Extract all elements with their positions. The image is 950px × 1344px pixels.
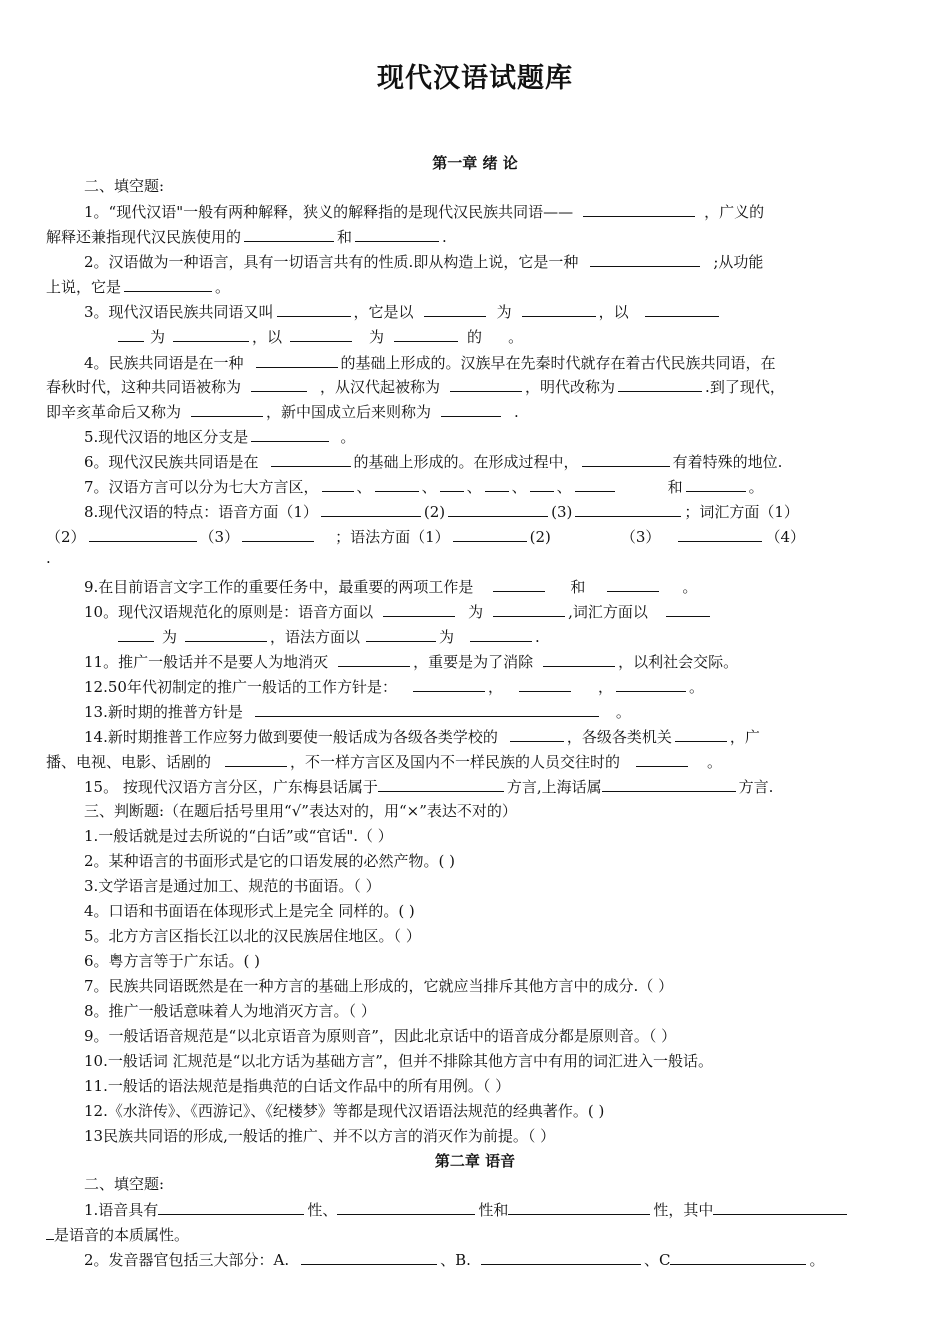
blank[interactable] bbox=[493, 576, 545, 592]
blank[interactable] bbox=[602, 776, 736, 792]
blank[interactable] bbox=[255, 701, 599, 717]
blank[interactable] bbox=[191, 401, 263, 417]
blank[interactable] bbox=[338, 651, 410, 667]
blank[interactable] bbox=[543, 651, 615, 667]
blank[interactable] bbox=[394, 326, 458, 342]
blank[interactable] bbox=[530, 476, 554, 492]
ch2-q1-line2: 是语音的本质属性。 bbox=[46, 1224, 189, 1245]
blank[interactable] bbox=[375, 476, 419, 492]
ch1-judge-10: 10.一般话词 汇规范是“以北方话为基础方言”，但并不排除其他方言中有用的词汇进入一般话。 bbox=[84, 1052, 713, 1070]
ch2-q2: 2。发音器官包括三大部分：A. 、B. 、C 。 bbox=[84, 1251, 825, 1269]
ch1-q1-line1: 1。“现代汉语"一般有两种解释，狭义的解释指的是现代汉民族共同语—— ，广义的 bbox=[84, 203, 765, 221]
ch1-q6: 6。现代汉民族共同语是在 的基础上形成的。在形成过程中， 有着特殊的地位. bbox=[84, 453, 783, 471]
ch1-q10-line2: 为 ，语法方面以 为 . bbox=[118, 626, 540, 647]
ch1-judge-8: 8。推广一般话意味着人为地消灭方言。（ ） bbox=[84, 1002, 376, 1020]
blank[interactable] bbox=[46, 1224, 54, 1240]
blank[interactable] bbox=[448, 501, 548, 517]
blank[interactable] bbox=[290, 326, 352, 342]
ch1-q14-line1: 14.新时期推普工作应努力做到要使一般话成为各级各类学校的 ，各级各类机关 ，广 bbox=[84, 728, 760, 746]
ch1-q12: 12.50年代初制定的推广一般话的工作方针是： ， ， 。 bbox=[84, 678, 704, 696]
ch1-q1-line2: 解释还兼指现代汉民族使用的 和 . bbox=[46, 228, 447, 246]
blank[interactable] bbox=[301, 1249, 437, 1265]
ch1-q15: 15。 按现代汉语方言分区，广东梅县话属于 方言,上海话属 方言. bbox=[84, 778, 774, 796]
blank[interactable] bbox=[378, 776, 504, 792]
blank[interactable] bbox=[124, 276, 212, 292]
ch1-q8-line1: 8.现代汉语的特点：语音方面（1） (2) (3) ；词汇方面（1） bbox=[84, 503, 799, 521]
blank[interactable] bbox=[337, 1199, 475, 1215]
blank[interactable] bbox=[413, 676, 485, 692]
blank[interactable] bbox=[493, 601, 565, 617]
blank[interactable] bbox=[607, 576, 659, 592]
ch1-judge-11: 11.一般话的语法规范是指典范的白话文作品中的所有用例。（ ） bbox=[84, 1077, 511, 1095]
ch1-fill-heading: 二、填空题: bbox=[84, 177, 165, 195]
ch1-q4-line3: 即辛亥革命后又称为 ，新中国成立后来则称为 . bbox=[46, 403, 519, 421]
blank[interactable] bbox=[383, 601, 455, 617]
ch1-judge-4: 4。口语和书面语在体现形式上是完全 同样的。( ) bbox=[84, 902, 415, 920]
blank[interactable] bbox=[441, 401, 501, 417]
blank[interactable] bbox=[519, 676, 571, 692]
blank[interactable] bbox=[522, 301, 596, 317]
blank[interactable] bbox=[118, 326, 144, 342]
blank[interactable] bbox=[158, 1199, 304, 1215]
ch1-judge-13: 13民族共同语的形成,一般话的推广、并不以方言的消灭作为前提。（ ） bbox=[84, 1127, 556, 1145]
blank[interactable] bbox=[225, 751, 287, 767]
ch1-judge-3: 3.文学语言是通过加工、规范的书面语。（ ） bbox=[84, 877, 381, 895]
blank[interactable] bbox=[424, 301, 486, 317]
ch1-q14-line2: 播、电视、电影、话剧的 ，不一样方言区及国内不一样民族的人员交往时的 。 bbox=[46, 753, 723, 771]
ch1-judge-7: 7。民族共同语既然是在一种方言的基础上形成的，它就应当排斥其他方言中的成分.（ ） bbox=[84, 977, 674, 995]
ch1-judge-9: 9。一般话语音规范是“以北京语音为原则音”，因此北京话中的语音成分都是原则音。（ ） bbox=[84, 1027, 677, 1045]
blank[interactable] bbox=[251, 426, 329, 442]
blank[interactable] bbox=[256, 352, 338, 368]
chapter-2-title: 第二章 语音 bbox=[434, 1152, 516, 1170]
ch1-judge-5: 5。北方方言区指长江以北的汉民族居住地区。（ ） bbox=[84, 927, 421, 945]
blank[interactable] bbox=[686, 476, 746, 492]
blank[interactable] bbox=[242, 526, 314, 542]
blank[interactable] bbox=[453, 526, 527, 542]
blank[interactable] bbox=[470, 626, 532, 642]
blank[interactable] bbox=[575, 476, 615, 492]
document-title: 现代汉语试题库 bbox=[377, 63, 573, 94]
ch1-judge-2: 2。某种语言的书面形式是它的口语发展的必然产物。( ) bbox=[84, 852, 456, 870]
blank[interactable] bbox=[675, 726, 727, 742]
blank[interactable] bbox=[510, 726, 564, 742]
blank[interactable] bbox=[666, 601, 710, 617]
ch1-judge-1: 1.一般话就是过去所说的“白话”或“官话".（ ） bbox=[84, 827, 393, 845]
ch1-q10-line1: 10。现代汉语规范化的原则是：语音方面以 为 ,词汇方面以 bbox=[84, 601, 713, 622]
blank[interactable] bbox=[618, 376, 702, 392]
blank[interactable] bbox=[271, 451, 351, 467]
blank[interactable] bbox=[366, 626, 436, 642]
ch1-q8-line3: . bbox=[46, 549, 51, 567]
ch1-q2-line1: 2。汉语做为一种语言，具有一切语言共有的性质.即从构造上说，它是一种 ;从功能 bbox=[84, 253, 764, 271]
ch1-q13: 13.新时期的推普方针是 。 bbox=[84, 703, 631, 721]
blank[interactable] bbox=[590, 251, 700, 267]
ch1-q11: 11。推广一般话并不是要人为地消灭 ，重要是为了消除 ，以利社会交际。 bbox=[84, 653, 739, 671]
blank[interactable] bbox=[645, 301, 719, 317]
chapter-1-title: 第一章 绪 论 bbox=[432, 154, 518, 172]
blank[interactable] bbox=[322, 476, 354, 492]
blank[interactable] bbox=[575, 501, 681, 517]
ch2-q1-line1: 1.语音具有 性、 性和 性，其中 bbox=[84, 1199, 850, 1220]
blank[interactable] bbox=[713, 1199, 847, 1215]
blank[interactable] bbox=[485, 476, 509, 492]
blank[interactable] bbox=[185, 626, 267, 642]
blank[interactable] bbox=[481, 1249, 641, 1265]
ch1-q4-line1: 4。民族共同语是在一种 的基础上形成的。汉族早在先秦时代就存在着古代民族共同语，在 bbox=[84, 354, 776, 372]
ch1-judge-6: 6。粤方言等于广东话。( ) bbox=[84, 952, 261, 970]
ch1-q4-line2: 春秋时代，这种共同语被称为 ，从汉代起被称为 ，明代改称为 .到了现代， bbox=[46, 378, 785, 396]
blank[interactable] bbox=[508, 1199, 650, 1215]
ch1-q5: 5.现代汉语的地区分支是 。 bbox=[84, 428, 356, 446]
blank[interactable] bbox=[582, 451, 670, 467]
blank[interactable] bbox=[89, 526, 197, 542]
blank[interactable] bbox=[355, 226, 439, 242]
blank[interactable] bbox=[118, 626, 154, 642]
blank[interactable] bbox=[636, 751, 688, 767]
blank[interactable] bbox=[244, 226, 334, 242]
blank[interactable] bbox=[251, 376, 307, 392]
blank[interactable] bbox=[616, 676, 686, 692]
blank[interactable] bbox=[583, 201, 695, 217]
ch1-judge-heading: 三、判断题:（在题后括号里用“√”表达对的，用“×”表达不对的） bbox=[84, 802, 517, 820]
blank[interactable] bbox=[173, 326, 249, 342]
ch1-judge-12: 12.《水浒传》、《西游记》、《纪楼梦》等都是现代汉语语法规范的经典著作。( ) bbox=[84, 1102, 605, 1120]
blank[interactable] bbox=[321, 501, 421, 517]
blank[interactable] bbox=[450, 376, 522, 392]
blank[interactable] bbox=[440, 476, 464, 492]
ch1-q9: 9.在目前语言文字工作的重要任务中，最重要的两项工作是 和 。 bbox=[84, 578, 698, 596]
ch1-q8-line2: （2） （3） ；语法方面（1） (2) （3） （4） bbox=[46, 528, 805, 546]
blank[interactable] bbox=[670, 1249, 806, 1265]
ch1-q2-line2: 上说，它是 。 bbox=[46, 278, 231, 296]
blank[interactable] bbox=[678, 526, 762, 542]
blank[interactable] bbox=[277, 301, 351, 317]
ch2-fill-heading: 二、填空题: bbox=[84, 1175, 165, 1193]
ch1-q3-line2: 为 ，以 为 的 。 bbox=[118, 326, 523, 347]
ch1-q7: 7。汉语方言可以分为七大方言区， 、 、 、 、 、 和 。 bbox=[84, 478, 764, 496]
ch1-q3-line1: 3。现代汉语民族共同语又叫 ，它是以 为 ，以 bbox=[84, 301, 722, 322]
